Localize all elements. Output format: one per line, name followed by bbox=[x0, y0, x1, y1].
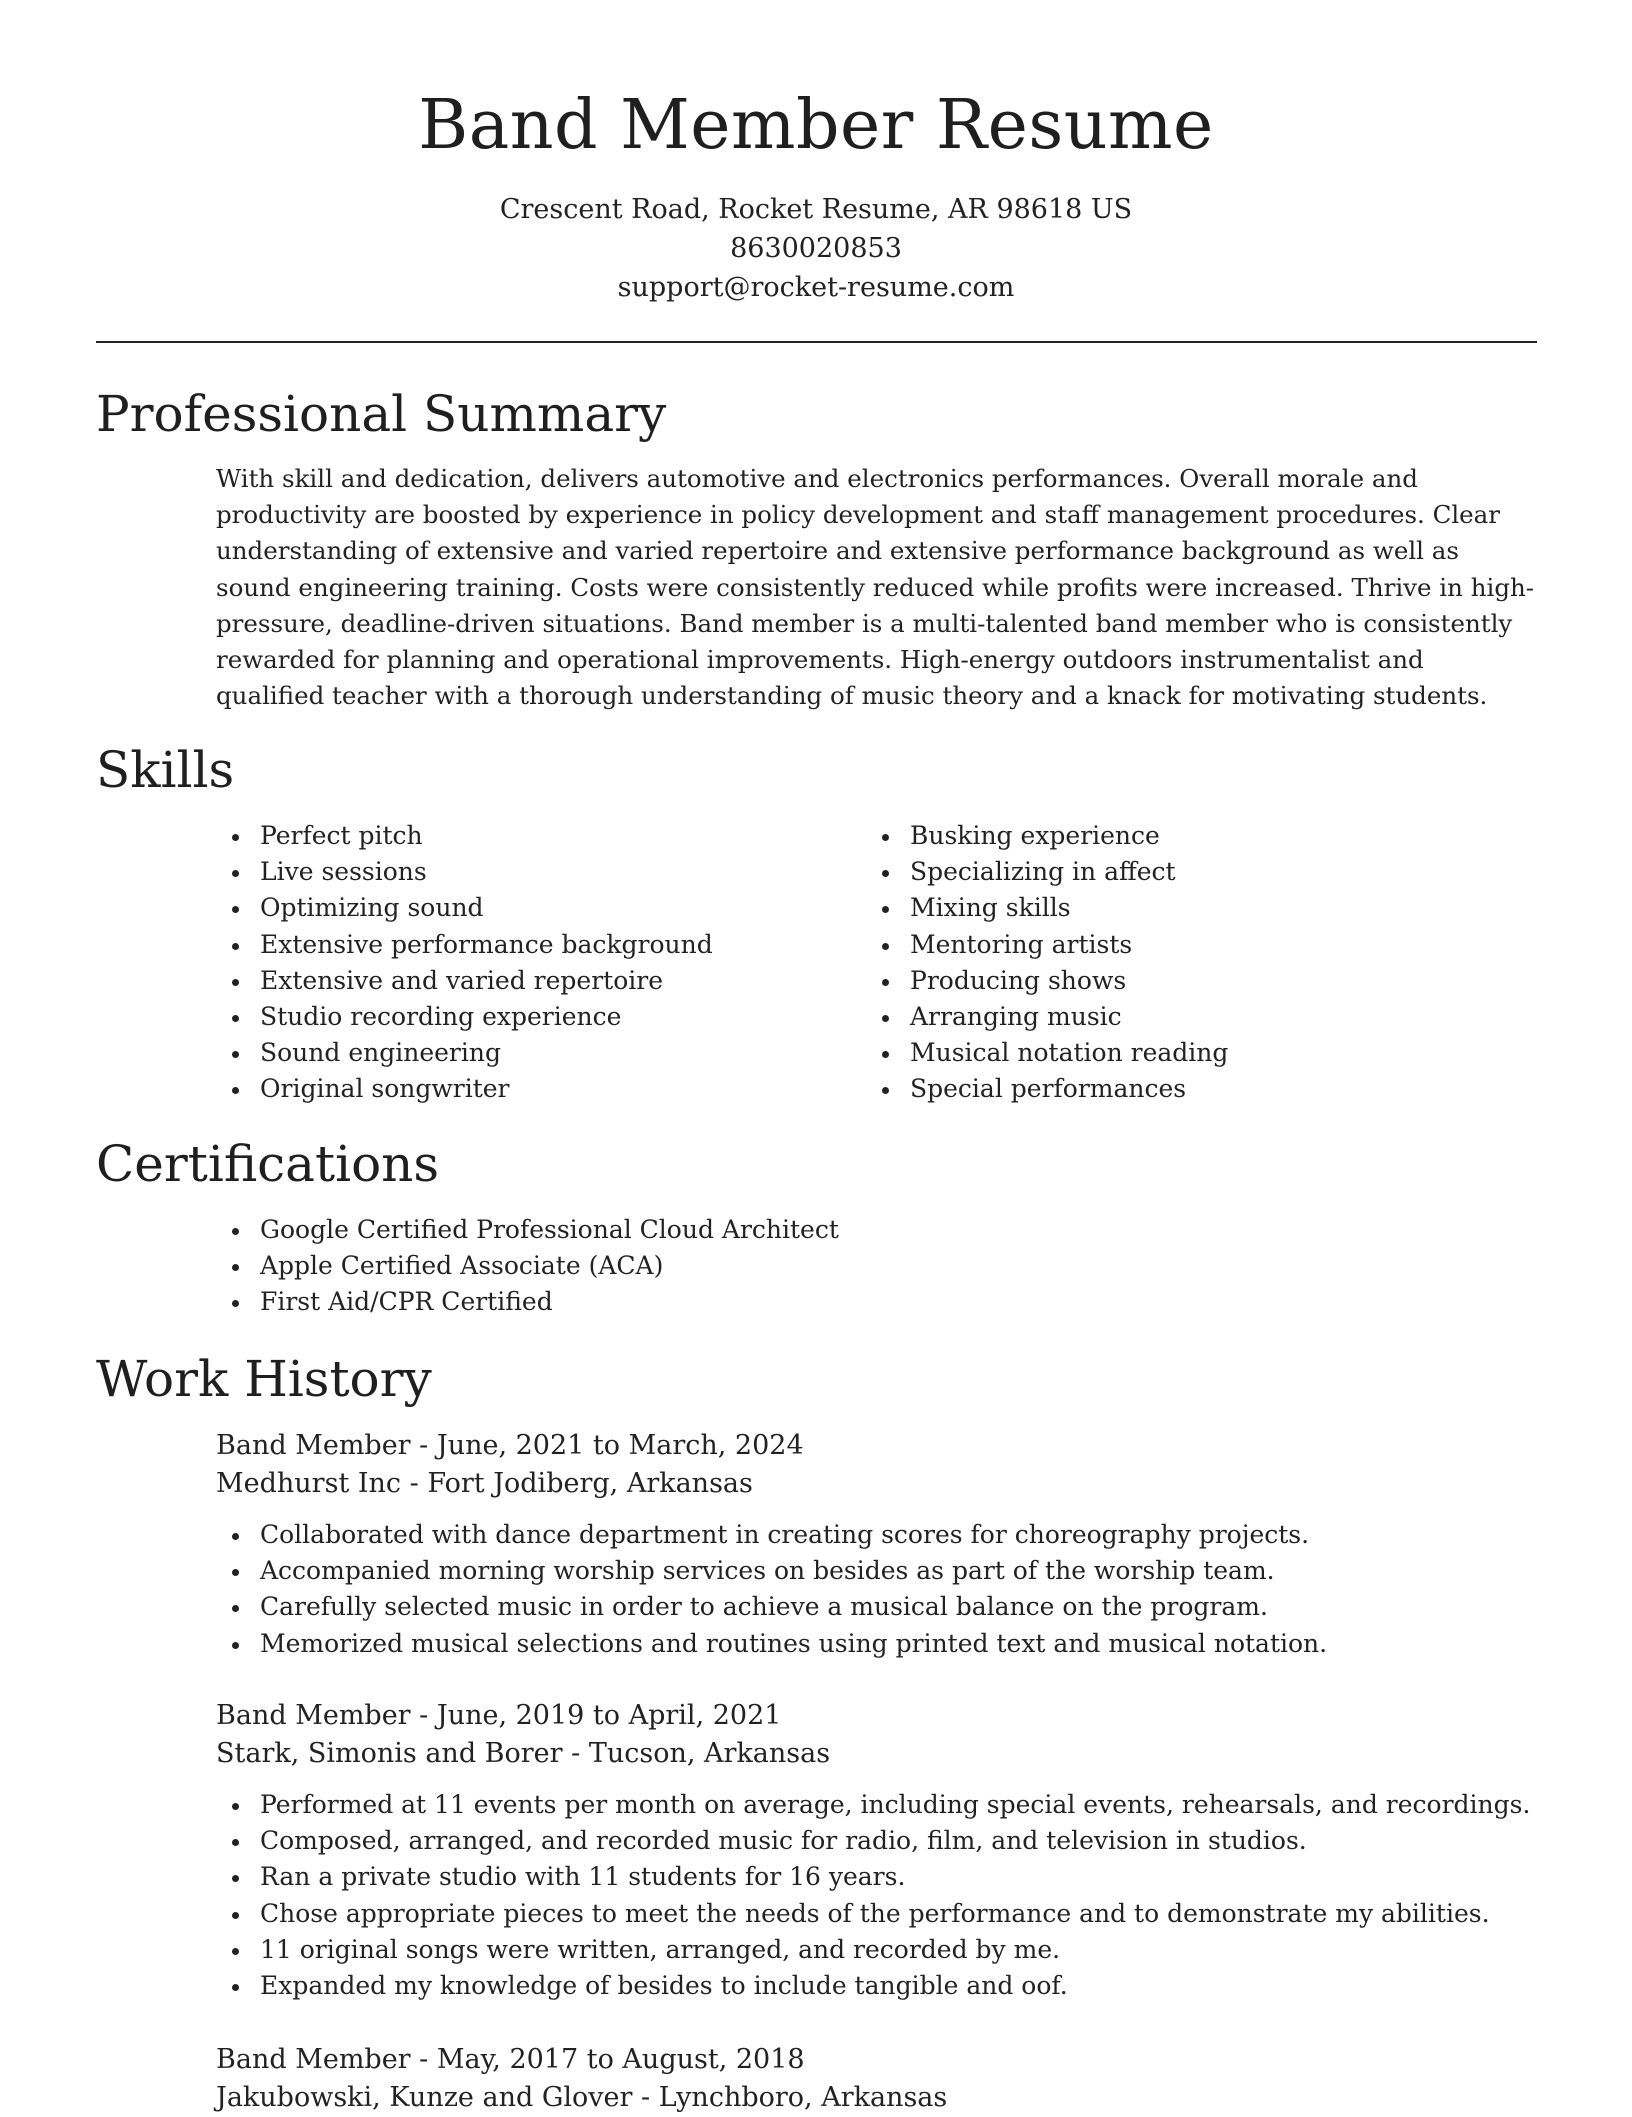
certification-item: First Aid/CPR Certified bbox=[216, 1284, 839, 1320]
skill-item: Sound engineering bbox=[216, 1035, 713, 1071]
job-title-dates: Band Member - June, 2019 to April, 2021 bbox=[216, 1700, 782, 1731]
job-bullets bbox=[216, 1517, 1536, 1662]
job-bullet: Ran a private studio with 11 students for 16 years. bbox=[216, 1859, 1536, 1895]
job-bullet: 11 original songs were written, arranged, and recorded by me. bbox=[216, 1932, 1536, 1968]
skills-column-left bbox=[216, 818, 713, 1108]
contact-phone: 8630020853 bbox=[730, 233, 902, 264]
certifications-block bbox=[216, 1212, 839, 1321]
job-company-location: Stark, Simonis and Borer - Tucson, Arkansas bbox=[216, 1738, 831, 1769]
skill-item: Busking experience bbox=[866, 818, 1228, 854]
job-bullet: Performed at 11 events per month on average, including special events, rehearsals, and recordings. bbox=[216, 1787, 1536, 1823]
job-bullet: Composed, arranged, and recorded music for radio, film, and television in studios. bbox=[216, 1823, 1536, 1859]
job-bullet: Chose appropriate pieces to meet the needs of the performance and to demonstrate my abilities. bbox=[216, 1896, 1536, 1932]
contact-block bbox=[0, 190, 1632, 307]
resume-title: Band Member Resume bbox=[418, 86, 1214, 165]
skill-item: Optimizing sound bbox=[216, 890, 713, 926]
skill-item: Mixing skills bbox=[866, 890, 1228, 926]
job-entry bbox=[216, 1697, 1536, 2004]
job-company-location: Jakubowski, Kunze and Glover - Lynchboro, Arkansas bbox=[216, 2082, 948, 2113]
job-entry bbox=[216, 2041, 1536, 2117]
skill-item: Original songwriter bbox=[216, 1071, 713, 1107]
certifications-list bbox=[216, 1212, 839, 1321]
job-bullet: Accompanied morning worship services on besides as part of the worship team. bbox=[216, 1553, 1536, 1589]
skill-item: Extensive performance background bbox=[216, 927, 713, 963]
skill-item: Live sessions bbox=[216, 854, 713, 890]
section-title-skills: Skills bbox=[96, 741, 235, 799]
contact-email: support@rocket-resume.com bbox=[617, 272, 1015, 303]
skill-item: Musical notation reading bbox=[866, 1035, 1228, 1071]
skill-item: Extensive and varied repertoire bbox=[216, 963, 713, 999]
skill-item: Studio recording experience bbox=[216, 999, 713, 1035]
skill-item: Arranging music bbox=[866, 999, 1228, 1035]
certification-item: Apple Certified Associate (ACA) bbox=[216, 1248, 839, 1284]
skill-item: Mentoring artists bbox=[866, 927, 1228, 963]
section-title-work-history: Work History bbox=[96, 1350, 432, 1408]
job-bullet: Collaborated with dance department in creating scores for choreography projects. bbox=[216, 1517, 1536, 1553]
contact-address: Crescent Road, Rocket Resume, AR 98618 US bbox=[499, 194, 1133, 225]
skill-item: Special performances bbox=[866, 1071, 1228, 1107]
job-entry bbox=[216, 1427, 1536, 1662]
section-title-certifications: Certifications bbox=[96, 1135, 440, 1193]
job-bullet: Carefully selected music in order to achieve a musical balance on the program. bbox=[216, 1589, 1536, 1625]
skill-item: Perfect pitch bbox=[216, 818, 713, 854]
resume-header bbox=[0, 0, 1632, 307]
certification-item: Google Certified Professional Cloud Architect bbox=[216, 1212, 839, 1248]
job-bullet: Memorized musical selections and routines using printed text and musical notation. bbox=[216, 1626, 1536, 1662]
skill-item: Producing shows bbox=[866, 963, 1228, 999]
skills-column-right bbox=[866, 818, 1228, 1108]
skills-list-right bbox=[866, 818, 1228, 1108]
section-title-summary: Professional Summary bbox=[96, 385, 667, 443]
job-bullets bbox=[216, 1787, 1536, 2004]
header-divider bbox=[96, 341, 1537, 343]
skill-item: Specializing in affect bbox=[866, 854, 1228, 890]
job-title-dates: Band Member - May, 2017 to August, 2018 bbox=[216, 2044, 805, 2075]
job-bullet: Expanded my knowledge of besides to include tangible and oof. bbox=[216, 1968, 1536, 2004]
job-company-location: Medhurst Inc - Fort Jodiberg, Arkansas bbox=[216, 1468, 753, 1499]
summary-text: With skill and dedication, delivers automotive and electronics performances. Overall morale and productivity are boosted by experience in policy development and staff management procedures. Clear understanding of extensive and varied repertoire and extensive performance background as well as sound engineering training. Costs were consistently reduced while profits were increased. Thrive in high-pressure, deadline-driven situations. Band member is a multi-talented band member who is consistently rewarded for planning and operational improvements. High-energy outdoors instrumentalist and qualified teacher with a thorough understanding of music theory and a knack for motivating students. bbox=[216, 464, 1535, 711]
job-title-dates: Band Member - June, 2021 to March, 2024 bbox=[216, 1430, 804, 1461]
skills-list-left bbox=[216, 818, 713, 1108]
